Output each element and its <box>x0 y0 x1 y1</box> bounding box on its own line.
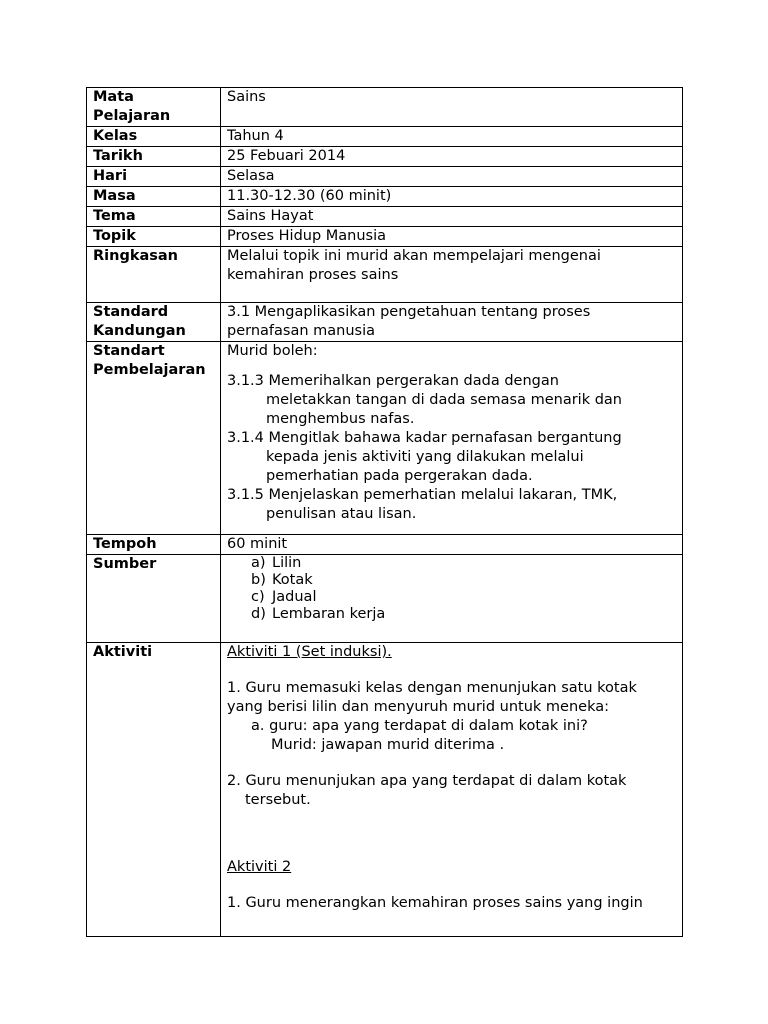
row-mata-pelajaran <box>87 88 683 127</box>
lesson-plan-table <box>86 87 683 937</box>
aktiviti-1-question: a. guru: apa yang terdapat di dalam kotak ini? <box>251 718 588 734</box>
row-topik <box>87 227 683 247</box>
row-tempoh <box>87 535 683 555</box>
sp-item-3-1-5-cont: penulisan atau lisan. <box>266 506 417 522</box>
value-sumber <box>221 555 683 643</box>
label-ringkasan: Ringkasan <box>87 247 221 303</box>
value-standard-kandungan <box>221 303 683 342</box>
row-kelas <box>87 127 683 147</box>
sp-item-3-1-3-cont: meletakkan tangan di dada semasa menarik dan <box>266 392 623 408</box>
label-hari: Hari <box>87 167 221 187</box>
label-standard-kandungan: Standard Kandungan <box>87 303 221 342</box>
sp-item-3-1-4: 3.1.4 Mengitlak bahawa kadar pernafasan bergantung <box>227 430 622 446</box>
row-masa <box>87 187 683 207</box>
row-hari <box>87 167 683 187</box>
value-masa: 11.30-12.30 (60 minit) <box>221 187 683 207</box>
row-tema <box>87 207 683 227</box>
sp-item-3-1-4-cont: pemerhatian pada pergerakan dada. <box>266 468 533 484</box>
value-ringkasan: Melalui topik ini murid akan mempelajari mengenai kemahiran proses sains <box>221 247 683 303</box>
sp-item-3-1-5: 3.1.5 Menjelaskan pemerhatian melalui lakaran, TMK, <box>227 487 618 503</box>
value-hari: Selasa <box>221 167 683 187</box>
aktiviti-1-step-2-cont: tersebut. <box>245 792 311 808</box>
row-aktiviti <box>87 643 683 937</box>
value-tempoh: 60 minit <box>221 535 683 555</box>
sk-line: 3.1 Mengaplikasikan pengetahuan tentang proses <box>227 304 591 320</box>
aktiviti-2-title: Aktiviti 2 <box>227 859 292 875</box>
sumber-list <box>227 555 678 623</box>
value-topik: Proses Hidup Manusia <box>221 227 683 247</box>
aktiviti-1-step-1: 1. Guru memasuki kelas dengan menunjukan satu kotak <box>227 680 637 696</box>
label-tarikh: Tarikh <box>87 147 221 167</box>
value-tarikh: 25 Febuari 2014 <box>221 147 683 167</box>
label-sumber: Sumber <box>87 555 221 643</box>
label-tempoh: Tempoh <box>87 535 221 555</box>
row-tarikh <box>87 147 683 167</box>
aktiviti-1-step-2: 2. Guru menunjukan apa yang terdapat di dalam kotak <box>227 773 627 789</box>
row-standard-kandungan <box>87 303 683 342</box>
label-kelas: Kelas <box>87 127 221 147</box>
list-item: b) Kotak <box>251 572 313 588</box>
value-kelas: Tahun 4 <box>221 127 683 147</box>
value-standart-pembelajaran <box>221 342 683 535</box>
label-tema: Tema <box>87 207 221 227</box>
list-item: a) Lilin <box>251 555 302 571</box>
label-aktiviti: Aktiviti <box>87 643 221 937</box>
value-aktiviti <box>221 643 683 937</box>
sk-line: pernafasan manusia <box>227 323 375 339</box>
label-topik: Topik <box>87 227 221 247</box>
label-mata-pelajaran: Mata Pelajaran <box>87 88 221 127</box>
sp-item-3-1-3-cont: menghembus nafas. <box>266 411 415 427</box>
label-masa: Masa <box>87 187 221 207</box>
aktiviti-1-title: Aktiviti 1 (Set induksi). <box>227 644 392 660</box>
sp-intro: Murid boleh: <box>227 343 318 359</box>
row-ringkasan <box>87 247 683 303</box>
aktiviti-1-step-1-cont: yang berisi lilin dan menyuruh murid untuk meneka: <box>227 699 609 715</box>
sp-item-3-1-3: 3.1.3 Memerihalkan pergerakan dada dengan <box>227 373 559 389</box>
aktiviti-2-step-1: 1. Guru menerangkan kemahiran proses sains yang ingin <box>227 895 643 911</box>
list-item: d) Lembaran kerja <box>251 606 386 622</box>
value-tema: Sains Hayat <box>221 207 683 227</box>
label-standart-pembelajaran: Standart Pembelajaran <box>87 342 221 535</box>
value-mata-pelajaran: Sains <box>221 88 683 127</box>
aktiviti-1-answer: Murid: jawapan murid diterima . <box>271 737 505 753</box>
row-sumber <box>87 555 683 643</box>
list-item: c) Jadual <box>251 589 317 605</box>
sp-item-3-1-4-cont: kepada jenis aktiviti yang dilakukan melalui <box>266 449 584 465</box>
row-standart-pembelajaran <box>87 342 683 535</box>
